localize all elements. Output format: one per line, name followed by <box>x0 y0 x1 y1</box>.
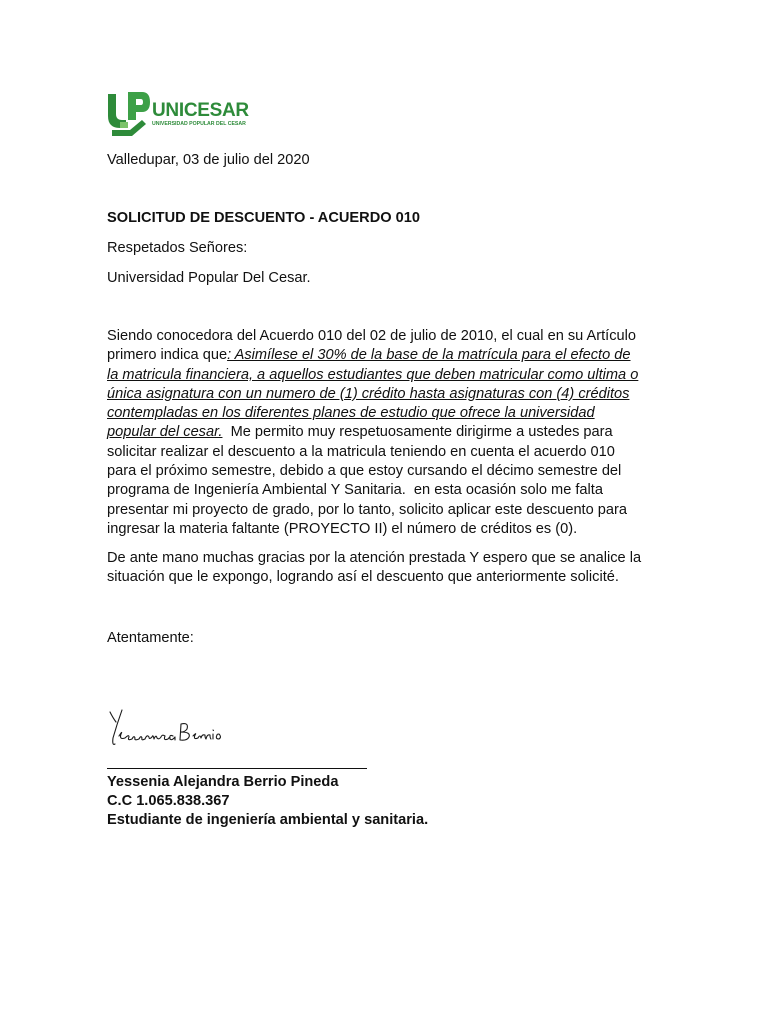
handwritten-signature <box>107 704 235 754</box>
body-text: Me permito muy respetuosamente dirigirme a ustedes para <box>222 424 613 441</box>
unicesar-logo <box>106 90 249 140</box>
quoted-article-text: popular del cesar. <box>107 424 223 441</box>
closing-line: situación que le expongo, logrando así el descuento que anteriormente solicité. <box>107 569 619 586</box>
signer-role: Estudiante de ingeniería ambiental y sanitaria. <box>107 812 429 828</box>
quoted-article-text: única asignatura con un numero de (1) crédito hasta asignaturas con (4) créditos <box>107 385 630 402</box>
quoted-article-text: la matricula financiera, a aquellos estudiantes que deben matricular como ultima o <box>107 366 639 383</box>
body-line <box>107 346 667 365</box>
body-line <box>107 423 667 442</box>
body-line: ingresar la materia faltante (PROYECTO II) el número de créditos es (0). <box>107 520 578 537</box>
logo-wordmark: UNICESAR <box>152 100 249 121</box>
recipient: Universidad Popular Del Cesar. <box>107 270 311 286</box>
greeting: Respetados Señores: <box>107 240 248 256</box>
body-line: programa de Ingeniería Ambiental Y Sanitaria. en esta ocasión solo me falta <box>107 482 603 499</box>
body-line: Siendo conocedora del Acuerdo 010 del 02 de julio de 2010, el cual en su Artículo <box>107 328 637 344</box>
body-line: presentar mi proyecto de grado, por lo tanto, solicito aplicar este descuento para <box>107 501 627 518</box>
logo-subtitle: UNIVERSIDAD POPULAR DEL CESAR <box>152 121 246 127</box>
quoted-article-text: : Asimílese el 30% de la base de la matrícula para el efecto de <box>227 347 631 364</box>
body-line: para el próximo semestre, debido a que estoy cursando el décimo semestre del <box>107 463 622 480</box>
subject-heading: SOLICITUD DE DESCUENTO - ACUERDO 010 <box>107 210 420 226</box>
signer-id: C.C 1.065.838.367 <box>107 793 230 809</box>
body-line: solicitar realizar el descuento a la matricula teniendo en cuenta el acuerdo 010 <box>107 443 615 460</box>
date-line: Valledupar, 03 de julio del 2020 <box>107 152 310 168</box>
body-paragraph <box>107 327 667 539</box>
unicesar-emblem-icon <box>106 90 150 140</box>
signature-line <box>107 768 367 769</box>
quoted-article-text: contempladas en los diferentes planes de estudio que ofrece la universidad <box>107 405 595 422</box>
signer-name: Yessenia Alejandra Berrio Pineda <box>107 774 339 790</box>
body-text: primero indica que <box>107 347 228 364</box>
closing-paragraph <box>107 549 667 588</box>
closing-line: De ante mano muchas gracias por la atención prestada Y espero que se analice la <box>107 550 642 566</box>
sign-off: Atentamente: <box>107 630 194 646</box>
